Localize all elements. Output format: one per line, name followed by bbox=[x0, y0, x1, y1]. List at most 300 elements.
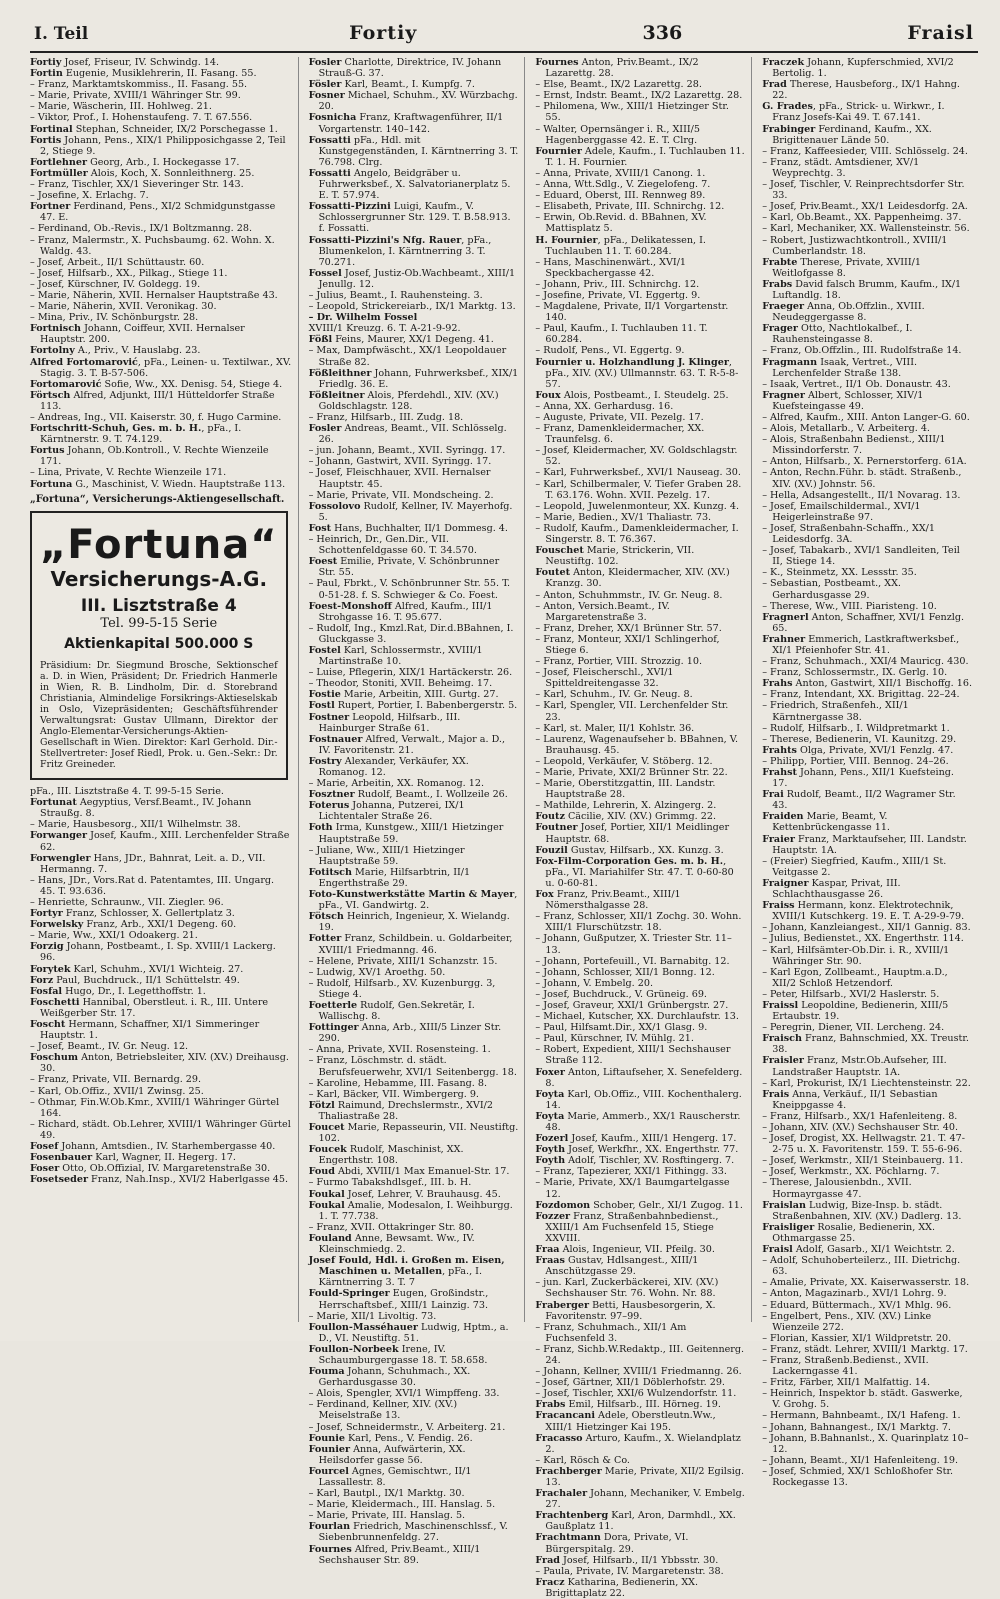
entry-details: – Franz, Schuhmach., XII/1 Am Fuchsenfeld 3. bbox=[535, 1321, 687, 1344]
directory-column-3 bbox=[535, 57, 752, 1599]
directory-entry bbox=[535, 423, 745, 445]
directory-entry bbox=[309, 1144, 519, 1166]
entry-details: – Luise, Pflegerin, XIX/1 Hartäckerstr. 26. bbox=[308, 667, 513, 679]
entry-details: Gustav, Hilfsarb., XX. Kunzg. 3. bbox=[567, 844, 724, 856]
directory-entry bbox=[535, 501, 745, 512]
entry-surname: Fößleitner bbox=[308, 389, 365, 401]
directory-entry bbox=[309, 1089, 519, 1100]
directory-entry bbox=[762, 1355, 972, 1377]
entry-surname: Foser bbox=[30, 1163, 60, 1175]
directory-entry bbox=[309, 1510, 519, 1521]
entry-surname: Frachberger bbox=[535, 1465, 602, 1477]
entry-surname: Fournier bbox=[535, 145, 582, 157]
directory-entry bbox=[309, 911, 519, 933]
directory-entry bbox=[535, 212, 745, 234]
entry-details: Karl, Beamt., I. Kumpfg. 7. bbox=[341, 79, 475, 91]
entry-details: – Josefine, Private, VI. Eggertg. 9. bbox=[535, 289, 701, 301]
entry-details: Franz, Mstr.Ob.Aufseher, III. Landstraßer Hauptstr. 1A. bbox=[772, 1055, 947, 1078]
entry-details: – Franz, Schlossermstr., IX. Gerlg. 10. bbox=[762, 667, 948, 679]
directory-entry bbox=[762, 1111, 972, 1122]
directory-entry bbox=[30, 930, 292, 941]
directory-entry bbox=[535, 79, 745, 90]
directory-entry bbox=[535, 978, 745, 989]
entry-surname: Founier bbox=[308, 1443, 351, 1455]
entry-details: Anton, Gastwirt, XII/1 Bischoffg. 16. bbox=[792, 678, 973, 690]
entry-surname: Fraberger bbox=[535, 1299, 590, 1311]
entry-surname: Foukal bbox=[308, 1199, 345, 1211]
entry-details: , pFa., Blumenkelon, I. Kärntnerring 3. T. 70.271. bbox=[318, 234, 492, 268]
entry-details: – Franz, Damenkleidermacher, XX. Traunfelsg. 6. bbox=[535, 423, 705, 446]
directory-entry bbox=[309, 623, 519, 645]
entry-details: Adele, Oberstleutn.Ww., XIII/1 Hietzinger Kai 195. bbox=[545, 1410, 716, 1433]
directory-entry bbox=[309, 1521, 519, 1543]
entry-details: Josef, Justiz-Ob.Wachbeamt., XIII/1 Jenullg. 12. bbox=[318, 267, 516, 290]
directory-entry bbox=[30, 1074, 292, 1085]
entry-details: Alois, Postbeamt., I. Steudelg. 25. bbox=[560, 389, 729, 401]
directory-entry bbox=[309, 301, 519, 312]
entry-details: Anton, Liftaufseher, X. Senefelderg. 8. bbox=[545, 1066, 743, 1089]
directory-entry bbox=[309, 1288, 519, 1310]
entry-surname: Fortyr bbox=[30, 908, 63, 920]
directory-entry bbox=[309, 268, 519, 290]
directory-entry bbox=[535, 190, 745, 201]
directory-entry bbox=[762, 900, 972, 922]
entry-details: – Josef, Kürschner, IV. Goldegg. 19. bbox=[30, 278, 201, 290]
directory-entry bbox=[30, 1097, 292, 1119]
directory-entry bbox=[309, 135, 519, 168]
directory-entry bbox=[762, 1466, 972, 1488]
directory-entry bbox=[535, 357, 745, 390]
entry-details: – Philipp, Portier, VIII. Bennog. 24–26. bbox=[762, 755, 949, 767]
entry-details: Hermann, Schaffner, XI/1 Simmeringer Hauptstr. 1. bbox=[40, 1019, 260, 1042]
entry-details: – Ernst, Indstr. Beamt., IX/2 Lazarettg. 28. bbox=[535, 90, 743, 102]
entry-details: Karl, Schlossermstr., XVIII/1 Martinstraße 10. bbox=[318, 644, 483, 668]
entry-surname: Fortmüller bbox=[30, 167, 88, 179]
entry-details: – Marie, Private, VII. Mondscheing. 2. bbox=[308, 489, 494, 501]
entry-details: – Marie, Näherin, XVII. Veronikag. 30. bbox=[30, 301, 217, 313]
directory-entry bbox=[535, 401, 745, 412]
entry-surname: Frachtmann bbox=[535, 1532, 601, 1544]
directory-entry bbox=[535, 201, 745, 212]
ad-phone: Tel. 99-5-15 Serie bbox=[100, 615, 218, 631]
entry-details: – Alois, Metallarb., V. Arbeiterg. 4. bbox=[762, 423, 930, 435]
entry-surname: Foto-Kunstwerkstätte Martin & Mayer bbox=[308, 889, 515, 901]
entry-details: – Marie, Wäscherin, III. Hohlweg. 21. bbox=[30, 101, 212, 113]
entry-details: – Othmar, Fin.W.Ob.Kmr., XVIII/1 Währinger Gürtel 164. bbox=[30, 1096, 280, 1119]
directory-entry bbox=[535, 1166, 745, 1177]
directory-entry bbox=[762, 933, 972, 944]
directory-entry bbox=[762, 1344, 972, 1355]
entry-details: – Eduard, Büttermach., XV/1 Mhlg. 96. bbox=[762, 1299, 952, 1311]
entry-surname: Founie bbox=[308, 1432, 345, 1444]
entry-details: – Johann, V. Embelg. 20. bbox=[535, 977, 654, 989]
directory-entry bbox=[535, 623, 745, 634]
directory-entry bbox=[309, 700, 519, 711]
directory-entry bbox=[309, 290, 519, 301]
entry-details: Anna, Verkäuf., II/1 Sebastian Kneippgasse 4. bbox=[772, 1088, 938, 1111]
entry-details: Anne, Bewsamt. Ww., IV. Kleinschmiedg. 2. bbox=[318, 1232, 475, 1256]
entry-surname: Fosner bbox=[308, 90, 345, 102]
directory-entry bbox=[535, 1555, 745, 1566]
entry-details: Franz, Schildbein. u. Goldarbeiter, XVIII/1 Friedmanng. 46. bbox=[318, 933, 513, 956]
directory-entry bbox=[535, 345, 745, 356]
entry-details: Andreas, Beamt., VII. Schlösselg. 26. bbox=[318, 423, 507, 446]
entry-details: Irene, IV. Schaumburgergasse 18. T. 58.658. bbox=[318, 1343, 488, 1366]
entry-surname: Frahs bbox=[762, 678, 793, 690]
entry-details: – Eduard, Oberst, III. Rennweg 89. bbox=[535, 190, 706, 202]
entry-details: – Karl, st. Maler, II/1 Kohlstr. 36. bbox=[535, 722, 695, 734]
directory-entry bbox=[309, 1233, 519, 1255]
entry-surname: Fossolovo bbox=[308, 500, 361, 512]
entry-surname: Fortner bbox=[30, 201, 71, 213]
directory-entry bbox=[535, 1510, 745, 1532]
entry-details: – Marie, Arbeitin, XX. Romanog. 12. bbox=[308, 778, 485, 790]
entry-details: Therese, Private, XVIII/1 Weitlofgasse 8. bbox=[772, 256, 921, 279]
entry-details: XVIII/1 Kreuzg. 6. T. A-21-9-92. bbox=[308, 323, 461, 335]
entry-details: Hannibal, Oberstleut. i. R., III. Untere Weißgerber Str. 17. bbox=[40, 996, 269, 1019]
entry-details: – Paul, Hilfsamt.Dir., XX/1 Glasg. 9. bbox=[535, 1022, 708, 1034]
entry-surname: Foutz bbox=[535, 811, 565, 823]
directory-entry bbox=[762, 656, 972, 667]
directory-entry bbox=[535, 1532, 745, 1554]
directory-entry bbox=[762, 412, 972, 423]
entry-details: Marie, Repasseurin, VII. Neustiftg. 102. bbox=[318, 1122, 519, 1145]
entry-details: – Engelbert, Pens., XIV. (XV.) Linke Wienzeile 272. bbox=[762, 1310, 932, 1333]
entry-details: – Josef, Priv.Beamt., XX/1 Leidesdorfg. 2A. bbox=[762, 201, 968, 213]
entry-details: – Josef, Gärtner, XII/1 Döblerhofstr. 29. bbox=[535, 1377, 725, 1389]
entry-details: – Alfred, Kaufm., XIII. Anton Langer-G. 60. bbox=[762, 412, 970, 423]
directory-entry bbox=[535, 1111, 745, 1133]
entry-details: – Franz, Löschmstr. d. städt. Berufsfeuerwehr, XVI/1 Seitenbergg. 18. bbox=[308, 1055, 517, 1078]
entry-details: – Franz, Private, VII. Bernardg. 29. bbox=[30, 1074, 202, 1086]
ad-footer-line: pFa., III. Lisztstraße 4. T. 99-5-15 Serie. bbox=[30, 786, 224, 798]
header-first-keyword: Fortiy bbox=[349, 22, 418, 44]
directory-entry bbox=[309, 390, 519, 412]
entry-details: – Adolf, Schuhoberteilerz., III. Dietrichg. 63. bbox=[762, 1255, 961, 1278]
entry-details: – Marie, Private, XVIII/1 Währinger Str. 99. bbox=[30, 90, 241, 102]
directory-entry bbox=[309, 501, 519, 523]
entry-surname: Fößl bbox=[308, 334, 333, 346]
entry-details: Josef, Lehrer, V. Brauhausg. 45. bbox=[344, 1188, 501, 1200]
directory-entry bbox=[309, 822, 519, 844]
directory-entry bbox=[535, 1344, 745, 1366]
entry-details: – Mina, Priv., IV. Schönburgstr. 28. bbox=[30, 312, 199, 324]
directory-entry bbox=[535, 734, 745, 756]
directory-entry bbox=[30, 797, 292, 819]
entry-details: Anna, Arb., XIII/5 Linzer Str. 290. bbox=[318, 1022, 502, 1045]
entry-details: – Franz, Malermstr., X. Puchsbaumg. 62. Wohn. X. Waldg. 43. bbox=[30, 234, 275, 257]
entry-surname: Fraisler bbox=[762, 1055, 804, 1067]
entry-details: Karl, Ob.Offiz., VIII. Kochenthalerg. 14. bbox=[545, 1088, 742, 1111]
entry-details: – Karoline, Hebamme, III. Fasang. 8. bbox=[308, 1077, 488, 1089]
entry-surname: Fraas bbox=[535, 1255, 565, 1267]
entry-details: Ferdinand, Kaufm., XX. Brigittenauer Lände 50. bbox=[772, 123, 932, 146]
entry-surname: Fouma bbox=[308, 1366, 345, 1378]
entry-details: – Karl, Prokurist, IX/1 Liechtensteinstr. 22. bbox=[762, 1077, 971, 1089]
directory-entry bbox=[30, 819, 292, 830]
entry-details: – Karl, Schuhm., IV. Gr. Neug. 8. bbox=[535, 689, 693, 701]
directory-entry bbox=[30, 190, 292, 201]
entry-details: Leopoldine, Bedienerin, XIII/5 Ertaubstr. 19. bbox=[772, 999, 949, 1023]
entry-surname: Alfred Fortomarović bbox=[30, 356, 138, 368]
entry-surname: Fraiss bbox=[762, 900, 795, 912]
directory-entry bbox=[762, 1377, 972, 1388]
entry-surname: Fraeger bbox=[762, 301, 805, 313]
directory-entry bbox=[309, 201, 519, 234]
entry-details: – Josef, Arbeit., II/1 Schüttaustr. 60. bbox=[30, 256, 205, 268]
entry-surname: Frahner bbox=[762, 633, 806, 645]
directory-entry bbox=[309, 867, 519, 889]
entry-details: , pFa., I. Kärntnerring 3. T. 7 bbox=[318, 1266, 483, 1289]
entry-details: – Peter, Hilfsarb., XVI/2 Haslerstr. 5. bbox=[762, 988, 940, 1000]
directory-entry bbox=[309, 1433, 519, 1444]
entry-surname: Fottinger bbox=[308, 1022, 359, 1034]
entry-details: Ferdinand, Pens., XI/2 Schmidgunstgasse 47. E. bbox=[40, 201, 276, 224]
directory-entry bbox=[309, 312, 519, 323]
entry-details: Otto, Ob.Offizial, IV. Margaretenstraße 30. bbox=[59, 1163, 271, 1175]
directory-entry bbox=[30, 997, 292, 1019]
entry-surname: Fostnauer bbox=[308, 733, 363, 745]
entry-details: – Josef, Buchdruck., V. Grüneig. 69. bbox=[535, 988, 707, 1000]
directory-entry bbox=[309, 1399, 519, 1421]
directory-entry bbox=[535, 445, 745, 467]
entry-details: Johann, Pens., XII/1 Kuefsteing. 17. bbox=[772, 767, 954, 790]
entry-details: – Karl, Ob.Beamt., XX. Pappenheimg. 37. bbox=[762, 212, 962, 224]
entry-details: – Ferdinand, Ob.-Revis., IX/1 Boltzmanng. 28. bbox=[30, 223, 253, 235]
directory-entry bbox=[309, 1189, 519, 1200]
directory-entry bbox=[762, 101, 972, 123]
directory-column-4 bbox=[762, 57, 978, 1488]
directory-entry bbox=[762, 301, 972, 323]
directory-entry bbox=[762, 1277, 972, 1288]
ad-company-name: „Fortuna“ bbox=[40, 521, 278, 568]
entry-details: – Josef, Kleidermacher, XV. Goldschlagstr. 52. bbox=[535, 445, 738, 468]
directory-entry bbox=[309, 79, 519, 90]
directory-entry bbox=[535, 1455, 745, 1466]
entry-surname: Fortunat bbox=[30, 797, 77, 809]
entry-details: – Josef, Tischler, V. Reinprechtsdorfer Str. 33. bbox=[762, 179, 965, 202]
entry-details: – Karl, Hilfsämter-Ob.Dir. i. R., XVIII/1 Währinger Str. 90. bbox=[762, 944, 950, 967]
entry-surname: Foxer bbox=[535, 1066, 565, 1078]
directory-entry bbox=[535, 634, 745, 656]
directory-entry bbox=[30, 1163, 292, 1174]
entry-details: – Franz, Tischler, XX/1 Sieveringer Str. 143. bbox=[30, 179, 244, 191]
entry-surname: Förtsch bbox=[30, 389, 71, 401]
entry-details: Johann, Schuhmach., XX. Gerhardusgasse 30. bbox=[318, 1366, 471, 1389]
directory-entry bbox=[535, 956, 745, 967]
entry-details: Anton, Priv.Beamt., IX/2 Lazarettg. 28. bbox=[545, 57, 699, 80]
entry-details: – jun. Karl, Zuckerbäckerei, XIV. (XV.) Sechshauser Str. 76. Wohn. Nr. 88. bbox=[535, 1277, 719, 1300]
entry-details: – Franz, Portier, VIII. Strozzig. 10. bbox=[535, 656, 703, 668]
directory-entry bbox=[762, 789, 972, 811]
entry-details: – Robert, Justizwachtkontroll., XVIII/1 Cumberlandstr. 18. bbox=[762, 234, 948, 257]
directory-entry bbox=[762, 1433, 972, 1455]
entry-details: – Peregrin, Diener, VII. Lercheng. 24. bbox=[762, 1022, 945, 1034]
entry-surname: Fozdomon bbox=[535, 1199, 591, 1211]
entry-surname: Fostel bbox=[308, 644, 341, 656]
entry-details: Karl, Wagner, II. Hegerg. 17. bbox=[92, 1152, 236, 1164]
entry-surname: Fost bbox=[308, 522, 332, 534]
entry-surname: Frabs bbox=[762, 278, 793, 290]
entry-details: Eugen, Großindstr., Herrschaftsbef., XIII/1 Lainzig. 73. bbox=[318, 1288, 489, 1311]
entry-surname: Fösler bbox=[308, 79, 342, 91]
entry-details: Franz, Bahnschmied, XX. Treustr. 38. bbox=[772, 1033, 969, 1056]
directory-entry bbox=[762, 79, 972, 101]
directory-entry bbox=[30, 853, 292, 875]
directory-entry bbox=[535, 800, 745, 811]
directory-entry bbox=[535, 1211, 745, 1244]
entry-surname: Fosnicha bbox=[308, 112, 357, 124]
entry-details: Rudolf, Maschinist, XX. Engerthstr. 108. bbox=[318, 1144, 464, 1167]
directory-column-2 bbox=[308, 57, 526, 1566]
entry-surname: Frad bbox=[535, 1554, 560, 1566]
directory-entry bbox=[535, 1433, 745, 1455]
directory-entry bbox=[30, 101, 292, 112]
directory-entry bbox=[762, 811, 972, 833]
entry-details: – Hans, JDr., Vors.Rat d. Patentamtes, III. Ungarg. 45. T. 93.636. bbox=[30, 874, 275, 897]
entry-details: – Josef, Werkmstr., XX. Pöchlarng. 7. bbox=[762, 1166, 940, 1178]
entry-surname: Fraislan bbox=[762, 1199, 806, 1211]
entry-details: – Johann, B.Bahnanlst., X. Quarinplatz 10–12. bbox=[762, 1432, 969, 1455]
entry-details: Emilie, Private, V. Schönbrunner Str. 55. bbox=[318, 556, 500, 579]
entry-surname: Foucet bbox=[308, 1122, 345, 1133]
directory-entry bbox=[309, 756, 519, 778]
entry-details: A., Priv., V. Hauslabg. 23. bbox=[74, 345, 201, 357]
directory-entry bbox=[309, 845, 519, 867]
directory-entry bbox=[309, 1544, 519, 1566]
entry-details: – Josef, Graveur, XXI/1 Grünbergstr. 27. bbox=[535, 999, 729, 1011]
entry-details: Johanna, Putzerei, IX/1 Lichtentaler Straße 26. bbox=[318, 800, 465, 823]
directory-entry bbox=[309, 689, 519, 700]
directory-entry bbox=[309, 1100, 519, 1122]
directory-entry bbox=[535, 101, 745, 123]
directory-entry bbox=[309, 578, 519, 600]
entry-details: Friedrich, Maschinenschlssf., V. Siebenbrunnenfeldg. 27. bbox=[318, 1521, 508, 1544]
directory-entry bbox=[309, 90, 519, 112]
directory-entry bbox=[309, 1166, 519, 1177]
entry-surname: Fosfal bbox=[30, 985, 63, 997]
directory-entry bbox=[30, 57, 292, 68]
directory-entry bbox=[762, 423, 972, 434]
directory-entry bbox=[535, 767, 745, 778]
entry-details: – jun. Johann, Beamt., XVII. Syringg. 17. bbox=[308, 445, 506, 457]
directory-entry bbox=[30, 112, 292, 123]
entry-surname: Fouland bbox=[308, 1232, 352, 1244]
entry-surname: Foest-Monshoff bbox=[308, 600, 392, 612]
entry-surname: Fozerl bbox=[535, 1133, 569, 1145]
entry-surname: Fournes bbox=[308, 1543, 352, 1555]
entry-details: Hans, JDr., Bahnrat, Leit. a. D., VII. Hermanng. 7. bbox=[40, 852, 266, 875]
entry-details: – Johann, Gußputzer, X. Triester Str. 11–13. bbox=[535, 933, 732, 956]
directory-entry bbox=[30, 124, 292, 135]
entry-details: Irma, Kunstgew., XIII/1 Hietzinger Hauptstraße 59. bbox=[318, 822, 504, 845]
entry-surname: Fortin bbox=[30, 68, 63, 80]
directory-entry bbox=[309, 1044, 519, 1055]
entry-details: – Theodor, Stoniti, XVII. Beheimg. 17. bbox=[308, 678, 493, 690]
entry-details: – Karl, Bäcker, VII. Wimbergerg. 9. bbox=[308, 1088, 479, 1100]
entry-surname: Fortomarović bbox=[30, 378, 102, 390]
directory-entry bbox=[309, 334, 519, 345]
directory-entry bbox=[309, 889, 519, 911]
directory-entry bbox=[535, 467, 745, 478]
directory-entry bbox=[309, 789, 519, 800]
entry-details: – Rudolf, Hilfsarb., XV. Kuzenburgg. 3, Stiege 4. bbox=[308, 977, 496, 1000]
directory-entry bbox=[535, 1322, 745, 1344]
directory-entry bbox=[30, 830, 292, 852]
entry-details: – Franz, Schlosser, XII/1 Zochg. 30. Wohn. XIII/1 Flurschützstr. 18. bbox=[535, 911, 742, 934]
directory-entry bbox=[30, 301, 292, 312]
directory-entry bbox=[762, 179, 972, 201]
entry-details: – Anna, Private, XVIII/1 Canong. 1. bbox=[535, 167, 706, 179]
directory-entry bbox=[535, 279, 745, 290]
directory-entry bbox=[535, 1277, 745, 1299]
entry-details: – Johann, Portefeuill., VI. Barnabitg. 12. bbox=[535, 955, 730, 967]
entry-surname: Frais bbox=[762, 1088, 790, 1100]
directory-entry bbox=[762, 323, 972, 345]
entry-details: – Rudolf, Hilfsarb., I. Wildpretmarkt 1. bbox=[762, 722, 950, 734]
entry-details: Otto, Nachtlokalbef., I. Rauhensteingasse 8. bbox=[772, 323, 913, 346]
entry-surname: Fortlehner bbox=[30, 156, 88, 168]
directory-entry bbox=[309, 645, 519, 667]
directory-entry bbox=[30, 975, 292, 986]
entry-details: , pFa., VI. Mariahilfer Str. 47. T. 0-60-80 u. 0-60-81. bbox=[545, 855, 734, 889]
directory-entry bbox=[309, 467, 519, 489]
directory-entry bbox=[309, 1222, 519, 1233]
entry-details: – Julius, Beamt., I. Rauhensteing. 3. bbox=[308, 289, 483, 301]
entry-surname: Fosztner bbox=[308, 789, 355, 801]
entry-details: – Rudolf, Ing., Kmzl.Rat, Dir.d.BBahnen, I. Gluckgasse 3. bbox=[308, 622, 514, 645]
entry-details: Abdi, XVIII/1 Max Emanuel-Str. 17. bbox=[334, 1166, 510, 1178]
directory-entry bbox=[309, 1022, 519, 1044]
entry-details: Josef, Friseur, IV. Schwindg. 14. bbox=[61, 57, 220, 68]
directory-entry bbox=[30, 964, 292, 975]
directory-entry bbox=[762, 945, 972, 967]
entry-details: – Karl Egon, Zollbeamt., Hauptm.a.D., XII/2 Schloß Hetzendorf. bbox=[762, 966, 948, 989]
entry-details: Franz, Nah.Insp., XVI/2 Haberlgasse 45. bbox=[88, 1174, 289, 1186]
entry-surname: Fozzer bbox=[535, 1210, 571, 1222]
entry-details: – Josef, Werkmstr., XII/1 Steinbauerg. 11. bbox=[762, 1155, 964, 1167]
entry-details: – Franz, Sichb.W.Redaktp., III. Geitennerg. 24. bbox=[535, 1343, 745, 1366]
entry-surname: Foyth bbox=[535, 1144, 566, 1156]
directory-entry bbox=[309, 712, 519, 734]
entry-details: Leopold, Hilfsarb., III. Hainburger Straße 61. bbox=[318, 711, 461, 734]
directory-entry bbox=[535, 1577, 745, 1599]
entry-surname: Fossatti-Pizzini's Nfg. Rauer bbox=[308, 234, 462, 246]
entry-details: – Max, Dampfwäscht., XX/1 Leopoldauer Straße 82. bbox=[308, 345, 507, 368]
entry-details: – Furmo Tabakshdlsgef., III. b. H. bbox=[308, 1177, 472, 1189]
entry-details: – Josef, Schmied, XX/1 Schloßhofer Str. Rockegasse 13. bbox=[762, 1465, 954, 1488]
entry-surname: Foest bbox=[308, 556, 338, 568]
entry-details: Rudolf, Gen.Sekretär, I. Wallischg. 8. bbox=[318, 999, 475, 1023]
entry-details: Rudolf, Beamt., II/2 Wagramer Str. 43. bbox=[772, 789, 956, 812]
entry-details: – Paula, Private, IV. Margaretenstr. 38. bbox=[535, 1565, 724, 1577]
entry-details: – Paul, Fbrkt., V. Schönbrunner Str. 55. T. 0-51-28. f. S. Schwieger & Co. Foest. bbox=[308, 578, 511, 601]
entry-details: – Anna, Private, XVII. Rosensteing. 1. bbox=[308, 1044, 491, 1056]
directory-entry bbox=[30, 1174, 292, 1185]
directory-entry bbox=[309, 1344, 519, 1366]
entry-details: Johann, Kupferschmied, XVI/2 Bertolig. 1. bbox=[772, 57, 954, 80]
entry-details: Paul, Buchdruck., II/1 Schüttelstr. 49. bbox=[53, 974, 240, 986]
directory-entry bbox=[535, 1566, 745, 1577]
entry-details: Gustav, Hdlsangest., XIII/1 Anschützgasse 29. bbox=[545, 1255, 699, 1278]
entry-surname: Foutet bbox=[535, 567, 571, 579]
entry-details: Johann, Pens., XIX/1 Philipposichgasse 2, Teil 2, Stiege 9. bbox=[40, 134, 286, 157]
directory-entry bbox=[535, 1366, 745, 1377]
directory-entry bbox=[762, 257, 972, 279]
entry-details: – Fritz, Färber, XII/1 Malfattig. 14. bbox=[762, 1377, 931, 1389]
entry-details: – Viktor, Prof., I. Hohenstaufeng. 7. T. 67.556. bbox=[30, 112, 253, 124]
entry-details: Hermann, konz. Elektrotechnik, XVIII/1 Kutschkerg. 19. E. T. A-29-9-79. bbox=[772, 900, 965, 923]
